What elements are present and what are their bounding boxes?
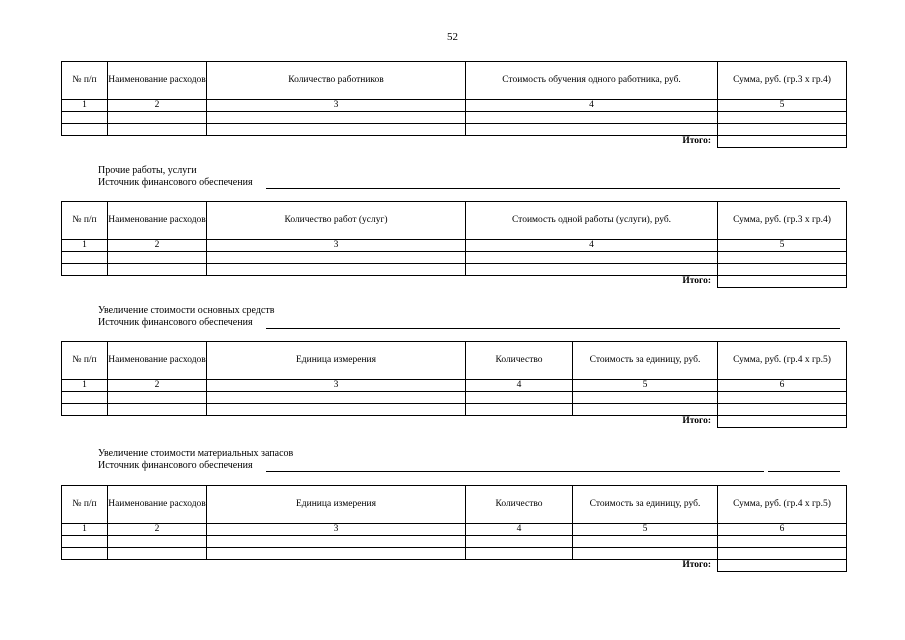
empty-cell[interactable]: [108, 124, 207, 136]
header-cell: Количество: [466, 342, 573, 380]
empty-cell[interactable]: [466, 548, 573, 560]
empty-cell[interactable]: [62, 264, 108, 276]
table-header-row: [62, 342, 847, 380]
header-cell: Единица измерения: [207, 342, 466, 380]
table-row: [62, 252, 847, 264]
empty-cell[interactable]: [466, 404, 573, 416]
column-number: 4: [466, 240, 718, 252]
column-number: 1: [62, 100, 108, 112]
empty-cell[interactable]: [207, 112, 466, 124]
empty-cell[interactable]: [62, 392, 108, 404]
empty-cell[interactable]: [466, 536, 573, 548]
column-number: 5: [718, 100, 847, 112]
empty-cell[interactable]: [207, 392, 466, 404]
empty-cell[interactable]: [62, 548, 108, 560]
total-label: Итого:: [62, 276, 718, 288]
empty-cell[interactable]: [207, 252, 466, 264]
empty-cell[interactable]: [62, 124, 108, 136]
header-cell: Сумма, руб. (гр.3 х гр.4): [718, 62, 847, 100]
header-cell: Сумма, руб. (гр.4 х гр.5): [718, 486, 847, 524]
section-caption: Увеличение стоимости материальных запасов: [98, 448, 294, 459]
header-cell: Стоимость одной работы (услуги), руб.: [466, 202, 718, 240]
column-number-row: [62, 524, 847, 536]
total-value-cell[interactable]: [718, 416, 847, 428]
header-cell: Наименование расходов: [108, 202, 207, 240]
empty-cell[interactable]: [62, 252, 108, 264]
header-cell: Сумма, руб. (гр.3 х гр.4): [718, 202, 847, 240]
header-cell: Количество: [466, 486, 573, 524]
table-row: [62, 536, 847, 548]
empty-cell[interactable]: [207, 536, 466, 548]
column-number: 2: [108, 524, 207, 536]
empty-cell[interactable]: [573, 536, 718, 548]
column-number: 3: [207, 100, 466, 112]
column-number: 4: [466, 524, 573, 536]
funding-source-field[interactable]: [266, 471, 764, 472]
column-number: 3: [207, 380, 466, 392]
total-label: Итого:: [62, 560, 718, 572]
empty-cell[interactable]: [108, 264, 207, 276]
column-number: 2: [108, 380, 207, 392]
total-row: [62, 416, 847, 428]
empty-cell[interactable]: [718, 112, 847, 124]
empty-cell[interactable]: [466, 124, 718, 136]
table-row: [62, 264, 847, 276]
column-number-row: [62, 380, 847, 392]
table-fixed-assets: [61, 341, 847, 428]
funding-source-field[interactable]: [266, 328, 840, 329]
empty-cell[interactable]: [62, 112, 108, 124]
column-number: 5: [718, 240, 847, 252]
empty-cell[interactable]: [62, 536, 108, 548]
header-cell: Количество работ (услуг): [207, 202, 466, 240]
column-number: 2: [108, 100, 207, 112]
column-number: 4: [466, 100, 718, 112]
empty-cell[interactable]: [718, 124, 847, 136]
empty-cell[interactable]: [108, 548, 207, 560]
header-cell: Наименование расходов: [108, 342, 207, 380]
column-number-row: [62, 100, 847, 112]
column-number: 5: [573, 380, 718, 392]
empty-cell[interactable]: [718, 392, 847, 404]
empty-cell[interactable]: [718, 404, 847, 416]
funding-source-label: Источник финансового обеспечения: [98, 460, 253, 471]
column-number: 1: [62, 380, 108, 392]
table-row: [62, 392, 847, 404]
total-row: [62, 560, 847, 572]
header-cell: Сумма, руб. (гр.4 х гр.5): [718, 342, 847, 380]
section-caption: Прочие работы, услуги: [98, 165, 197, 176]
funding-source-field-extra[interactable]: [768, 471, 840, 472]
column-number: 5: [573, 524, 718, 536]
column-number: 1: [62, 240, 108, 252]
empty-cell[interactable]: [466, 252, 718, 264]
header-cell: Наименование расходов: [108, 62, 207, 100]
empty-cell[interactable]: [62, 404, 108, 416]
column-number: 2: [108, 240, 207, 252]
table-training: [61, 61, 847, 148]
empty-cell[interactable]: [573, 404, 718, 416]
table-inventories: [61, 485, 847, 572]
funding-source-label: Источник финансового обеспечения: [98, 177, 253, 188]
empty-cell[interactable]: [573, 392, 718, 404]
empty-cell[interactable]: [207, 548, 466, 560]
total-label: Итого:: [62, 416, 718, 428]
total-value-cell[interactable]: [718, 276, 847, 288]
total-label: Итого:: [62, 136, 718, 148]
column-number: 6: [718, 380, 847, 392]
empty-cell[interactable]: [466, 392, 573, 404]
empty-cell[interactable]: [108, 112, 207, 124]
total-value-cell[interactable]: [718, 560, 847, 572]
empty-cell[interactable]: [207, 124, 466, 136]
header-cell: № п/п: [62, 342, 108, 380]
empty-cell[interactable]: [718, 548, 847, 560]
table-header-row: [62, 202, 847, 240]
empty-cell[interactable]: [108, 536, 207, 548]
column-number: 4: [466, 380, 573, 392]
header-cell: Наименование расходов: [108, 486, 207, 524]
header-cell: Стоимость за единицу, руб.: [573, 342, 718, 380]
empty-cell[interactable]: [108, 404, 207, 416]
total-value-cell[interactable]: [718, 136, 847, 148]
column-number: 3: [207, 524, 466, 536]
header-cell: № п/п: [62, 202, 108, 240]
table-header-row: [62, 62, 847, 100]
table-row: [62, 404, 847, 416]
empty-cell[interactable]: [108, 252, 207, 264]
header-cell: № п/п: [62, 62, 108, 100]
section-caption: Увеличение стоимости основных средств: [98, 305, 275, 316]
table-other-services: [61, 201, 847, 288]
table-row: [62, 548, 847, 560]
total-row: [62, 136, 847, 148]
header-cell: Стоимость обучения одного работника, руб.: [466, 62, 718, 100]
empty-cell[interactable]: [466, 264, 718, 276]
empty-cell[interactable]: [207, 404, 466, 416]
table-header-row: [62, 486, 847, 524]
header-cell: Стоимость за единицу, руб.: [573, 486, 718, 524]
funding-source-label: Источник финансового обеспечения: [98, 317, 253, 328]
empty-cell[interactable]: [718, 252, 847, 264]
column-number-row: [62, 240, 847, 252]
column-number: 6: [718, 524, 847, 536]
empty-cell[interactable]: [718, 536, 847, 548]
funding-source-field[interactable]: [266, 188, 840, 189]
column-number: 3: [207, 240, 466, 252]
header-cell: Количество работников: [207, 62, 466, 100]
header-cell: Единица измерения: [207, 486, 466, 524]
table-row: [62, 112, 847, 124]
header-cell: № п/п: [62, 486, 108, 524]
empty-cell[interactable]: [108, 392, 207, 404]
empty-cell[interactable]: [466, 112, 718, 124]
empty-cell[interactable]: [207, 264, 466, 276]
table-row: [62, 124, 847, 136]
column-number: 1: [62, 524, 108, 536]
empty-cell[interactable]: [718, 264, 847, 276]
empty-cell[interactable]: [573, 548, 718, 560]
page-number: 52: [447, 31, 458, 43]
total-row: [62, 276, 847, 288]
